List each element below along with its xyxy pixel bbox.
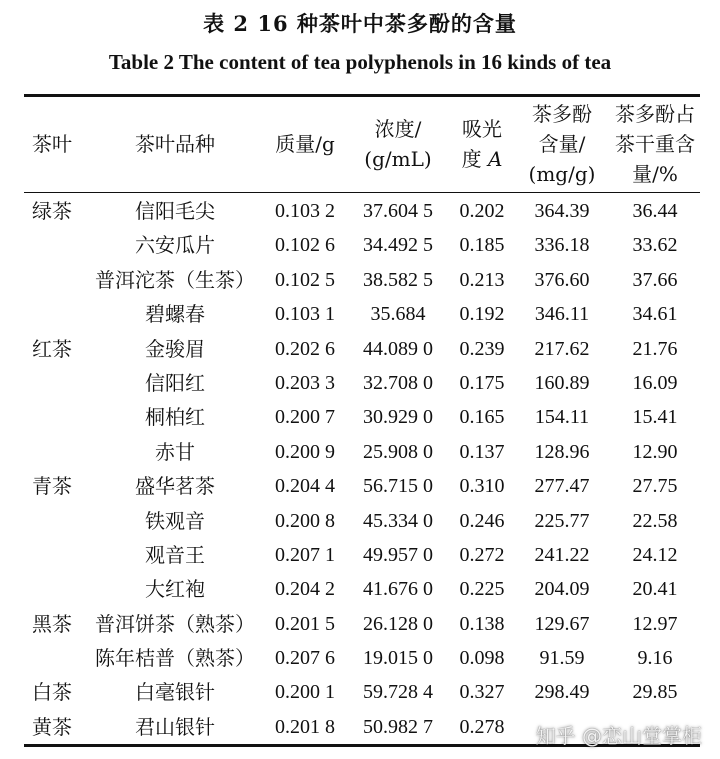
cell-variety: 赤甘 (155, 439, 195, 464)
cell-concentration: 41.676 0 (363, 578, 433, 601)
header-conc-line1: 浓度/ (374, 117, 422, 141)
cell-variety: 金骏眉 (145, 336, 205, 361)
cell-variety: 陈年桔普（熟茶） (95, 646, 255, 671)
cell-content: 225.77 (534, 509, 590, 532)
cell-percent: 16.09 (632, 371, 678, 394)
cell-percent: 34.61 (632, 303, 678, 326)
cell-percent: 12.97 (632, 612, 678, 635)
cell-percent: 33.62 (632, 234, 678, 257)
cell-percent: 29.85 (632, 681, 678, 704)
header-variety (86, 129, 264, 159)
cell-mass: 0.200 8 (275, 509, 335, 532)
table-row (24, 572, 700, 606)
cell-content: 336.18 (534, 234, 590, 257)
header-category (32, 129, 84, 159)
cell-absorbance: 0.098 (459, 647, 505, 670)
cell-absorbance: 0.138 (459, 612, 505, 635)
watermark: 知乎 @恋山堂掌柜 (535, 724, 702, 748)
table-row (24, 675, 700, 709)
header-mass-label: 质量/g (275, 132, 335, 156)
table-row (24, 607, 700, 641)
header-pct-line1: 茶多酚占 (615, 102, 695, 126)
cell-absorbance: 0.225 (459, 578, 505, 601)
cell-absorbance: 0.239 (459, 337, 505, 360)
cell-percent: 27.75 (632, 475, 678, 498)
cell-content: 346.11 (534, 303, 590, 326)
cell-mass: 0.102 5 (275, 268, 335, 291)
table-row (24, 228, 700, 262)
header-content (514, 99, 610, 189)
cell-mass: 0.207 6 (275, 647, 335, 670)
header-pct-line2: 茶干重含 (615, 132, 695, 156)
cell-mass: 0.207 1 (275, 543, 335, 566)
cell-concentration: 45.334 0 (363, 509, 433, 532)
cell-absorbance: 0.175 (459, 371, 505, 394)
cell-variety: 桐柏红 (145, 405, 205, 430)
cell-percent: 36.44 (632, 200, 678, 222)
cell-mass: 0.204 4 (275, 475, 335, 498)
cell-variety: 白毫银针 (135, 680, 215, 705)
cell-category: 绿茶 (32, 199, 72, 223)
header-mass (264, 129, 346, 159)
cell-variety: 观音王 (145, 542, 205, 567)
header-conc-line2: (g/mL) (364, 147, 432, 171)
table-header (24, 97, 700, 192)
cell-mass: 0.103 1 (275, 303, 335, 326)
header-abs-line2-prefix: 度 (461, 147, 488, 171)
cell-content: 217.62 (534, 337, 590, 360)
header-pct-line3: 量/% (632, 162, 678, 186)
cell-concentration: 34.492 5 (363, 234, 433, 257)
header-conc (346, 114, 450, 174)
cell-concentration: 38.582 5 (363, 268, 433, 291)
cell-percent: 9.16 (637, 647, 673, 670)
cell-mass: 0.200 7 (275, 406, 335, 429)
cell-absorbance: 0.310 (459, 475, 505, 498)
cell-mass: 0.202 6 (275, 337, 335, 360)
cell-variety: 普洱饼茶（熟茶） (95, 611, 255, 636)
cell-absorbance: 0.192 (459, 303, 505, 326)
cell-category: 黑茶 (32, 611, 72, 636)
cell-concentration: 56.715 0 (363, 475, 433, 498)
cell-mass: 0.103 2 (275, 200, 335, 222)
header-content-line1: 茶多酚 (532, 102, 592, 126)
cell-concentration: 32.708 0 (363, 371, 433, 394)
table-row (24, 297, 700, 331)
cell-concentration: 26.128 0 (363, 612, 433, 635)
header-abs (450, 114, 514, 174)
cell-mass: 0.204 2 (275, 578, 335, 601)
cell-content: 376.60 (534, 268, 590, 291)
cell-content: 204.09 (534, 578, 590, 601)
cell-absorbance: 0.137 (459, 440, 505, 463)
header-abs-line1: 吸光 (462, 117, 502, 141)
cell-content: 91.59 (539, 647, 585, 670)
cell-variety: 碧螺春 (145, 302, 205, 327)
cell-mass: 0.203 3 (275, 371, 335, 394)
cell-concentration: 59.728 4 (363, 681, 433, 704)
cell-mass: 0.102 6 (275, 234, 335, 257)
cell-concentration: 44.089 0 (363, 337, 433, 360)
cell-absorbance: 0.246 (459, 509, 505, 532)
cell-content: 277.47 (534, 475, 590, 498)
cell-mass: 0.201 8 (275, 715, 335, 738)
table-row (24, 263, 700, 297)
table-row (24, 538, 700, 572)
cell-variety: 普洱沱茶（生茶） (95, 267, 255, 292)
table-row (24, 504, 700, 538)
cell-variety: 君山银针 (135, 714, 215, 739)
cell-absorbance: 0.272 (459, 543, 505, 566)
cell-category: 黄茶 (32, 714, 72, 739)
table-row (24, 400, 700, 434)
table-row (24, 332, 700, 366)
cell-content: 241.22 (534, 543, 590, 566)
table-title-en: Table 2 The content of tea polyphenols in 16 kinds of tea (108, 50, 612, 74)
cell-mass: 0.200 9 (275, 440, 335, 463)
table-body (24, 194, 700, 744)
cell-content: 128.96 (534, 440, 590, 463)
cell-absorbance: 0.165 (459, 406, 505, 429)
cell-category: 红茶 (32, 336, 72, 361)
table-header-rule (24, 192, 700, 193)
table-row (24, 194, 700, 228)
cell-concentration: 50.982 7 (363, 715, 433, 738)
cell-percent: 37.66 (632, 268, 678, 291)
cell-percent: 15.41 (632, 406, 678, 429)
cell-content: 364.39 (534, 200, 590, 222)
cell-percent: 21.76 (632, 337, 678, 360)
cell-content: 129.67 (534, 612, 590, 635)
table-row (24, 366, 700, 400)
cell-concentration: 19.015 0 (363, 647, 433, 670)
cell-percent: 12.90 (632, 440, 678, 463)
cell-concentration: 25.908 0 (363, 440, 433, 463)
header-content-line3: (mg/g) (528, 162, 596, 186)
cell-mass: 0.201 5 (275, 612, 335, 635)
cell-concentration: 35.684 (370, 303, 426, 326)
header-content-line2: 含量/ (538, 132, 586, 156)
cell-absorbance: 0.202 (459, 200, 505, 222)
cell-variety: 大红袍 (145, 577, 205, 602)
cell-absorbance: 0.185 (459, 234, 505, 257)
cell-percent: 20.41 (632, 578, 678, 601)
cell-variety: 盛华茗茶 (135, 474, 215, 499)
cell-content: 298.49 (534, 681, 590, 704)
cell-concentration: 30.929 0 (363, 406, 433, 429)
cell-variety: 信阳毛尖 (135, 199, 215, 223)
table-row (24, 469, 700, 503)
table-row (24, 435, 700, 469)
cell-percent: 22.58 (632, 509, 678, 532)
header-variety-label: 茶叶品种 (135, 132, 215, 156)
cell-category: 青茶 (32, 474, 72, 499)
cell-mass: 0.200 1 (275, 681, 335, 704)
cell-concentration: 49.957 0 (363, 543, 433, 566)
cell-variety: 六安瓜片 (135, 233, 215, 258)
cell-content: 154.11 (534, 406, 590, 429)
cell-content: 160.89 (534, 371, 590, 394)
header-abs-var: A (487, 147, 503, 171)
cell-concentration: 37.604 5 (363, 200, 433, 222)
cell-absorbance: 0.327 (459, 681, 505, 704)
cell-absorbance: 0.213 (459, 268, 505, 291)
table-title-cn: 表 2 16 种茶叶中茶多酚的含量 (203, 11, 517, 36)
header-abs-line2 (450, 144, 514, 174)
cell-variety: 信阳红 (145, 370, 205, 395)
cell-absorbance: 0.278 (459, 715, 505, 738)
header-category-label: 茶叶 (32, 132, 72, 156)
table-row (24, 641, 700, 675)
cell-percent: 24.12 (632, 543, 678, 566)
header-pct (610, 99, 700, 189)
cell-category: 白茶 (32, 680, 72, 705)
cell-variety: 铁观音 (145, 508, 205, 533)
